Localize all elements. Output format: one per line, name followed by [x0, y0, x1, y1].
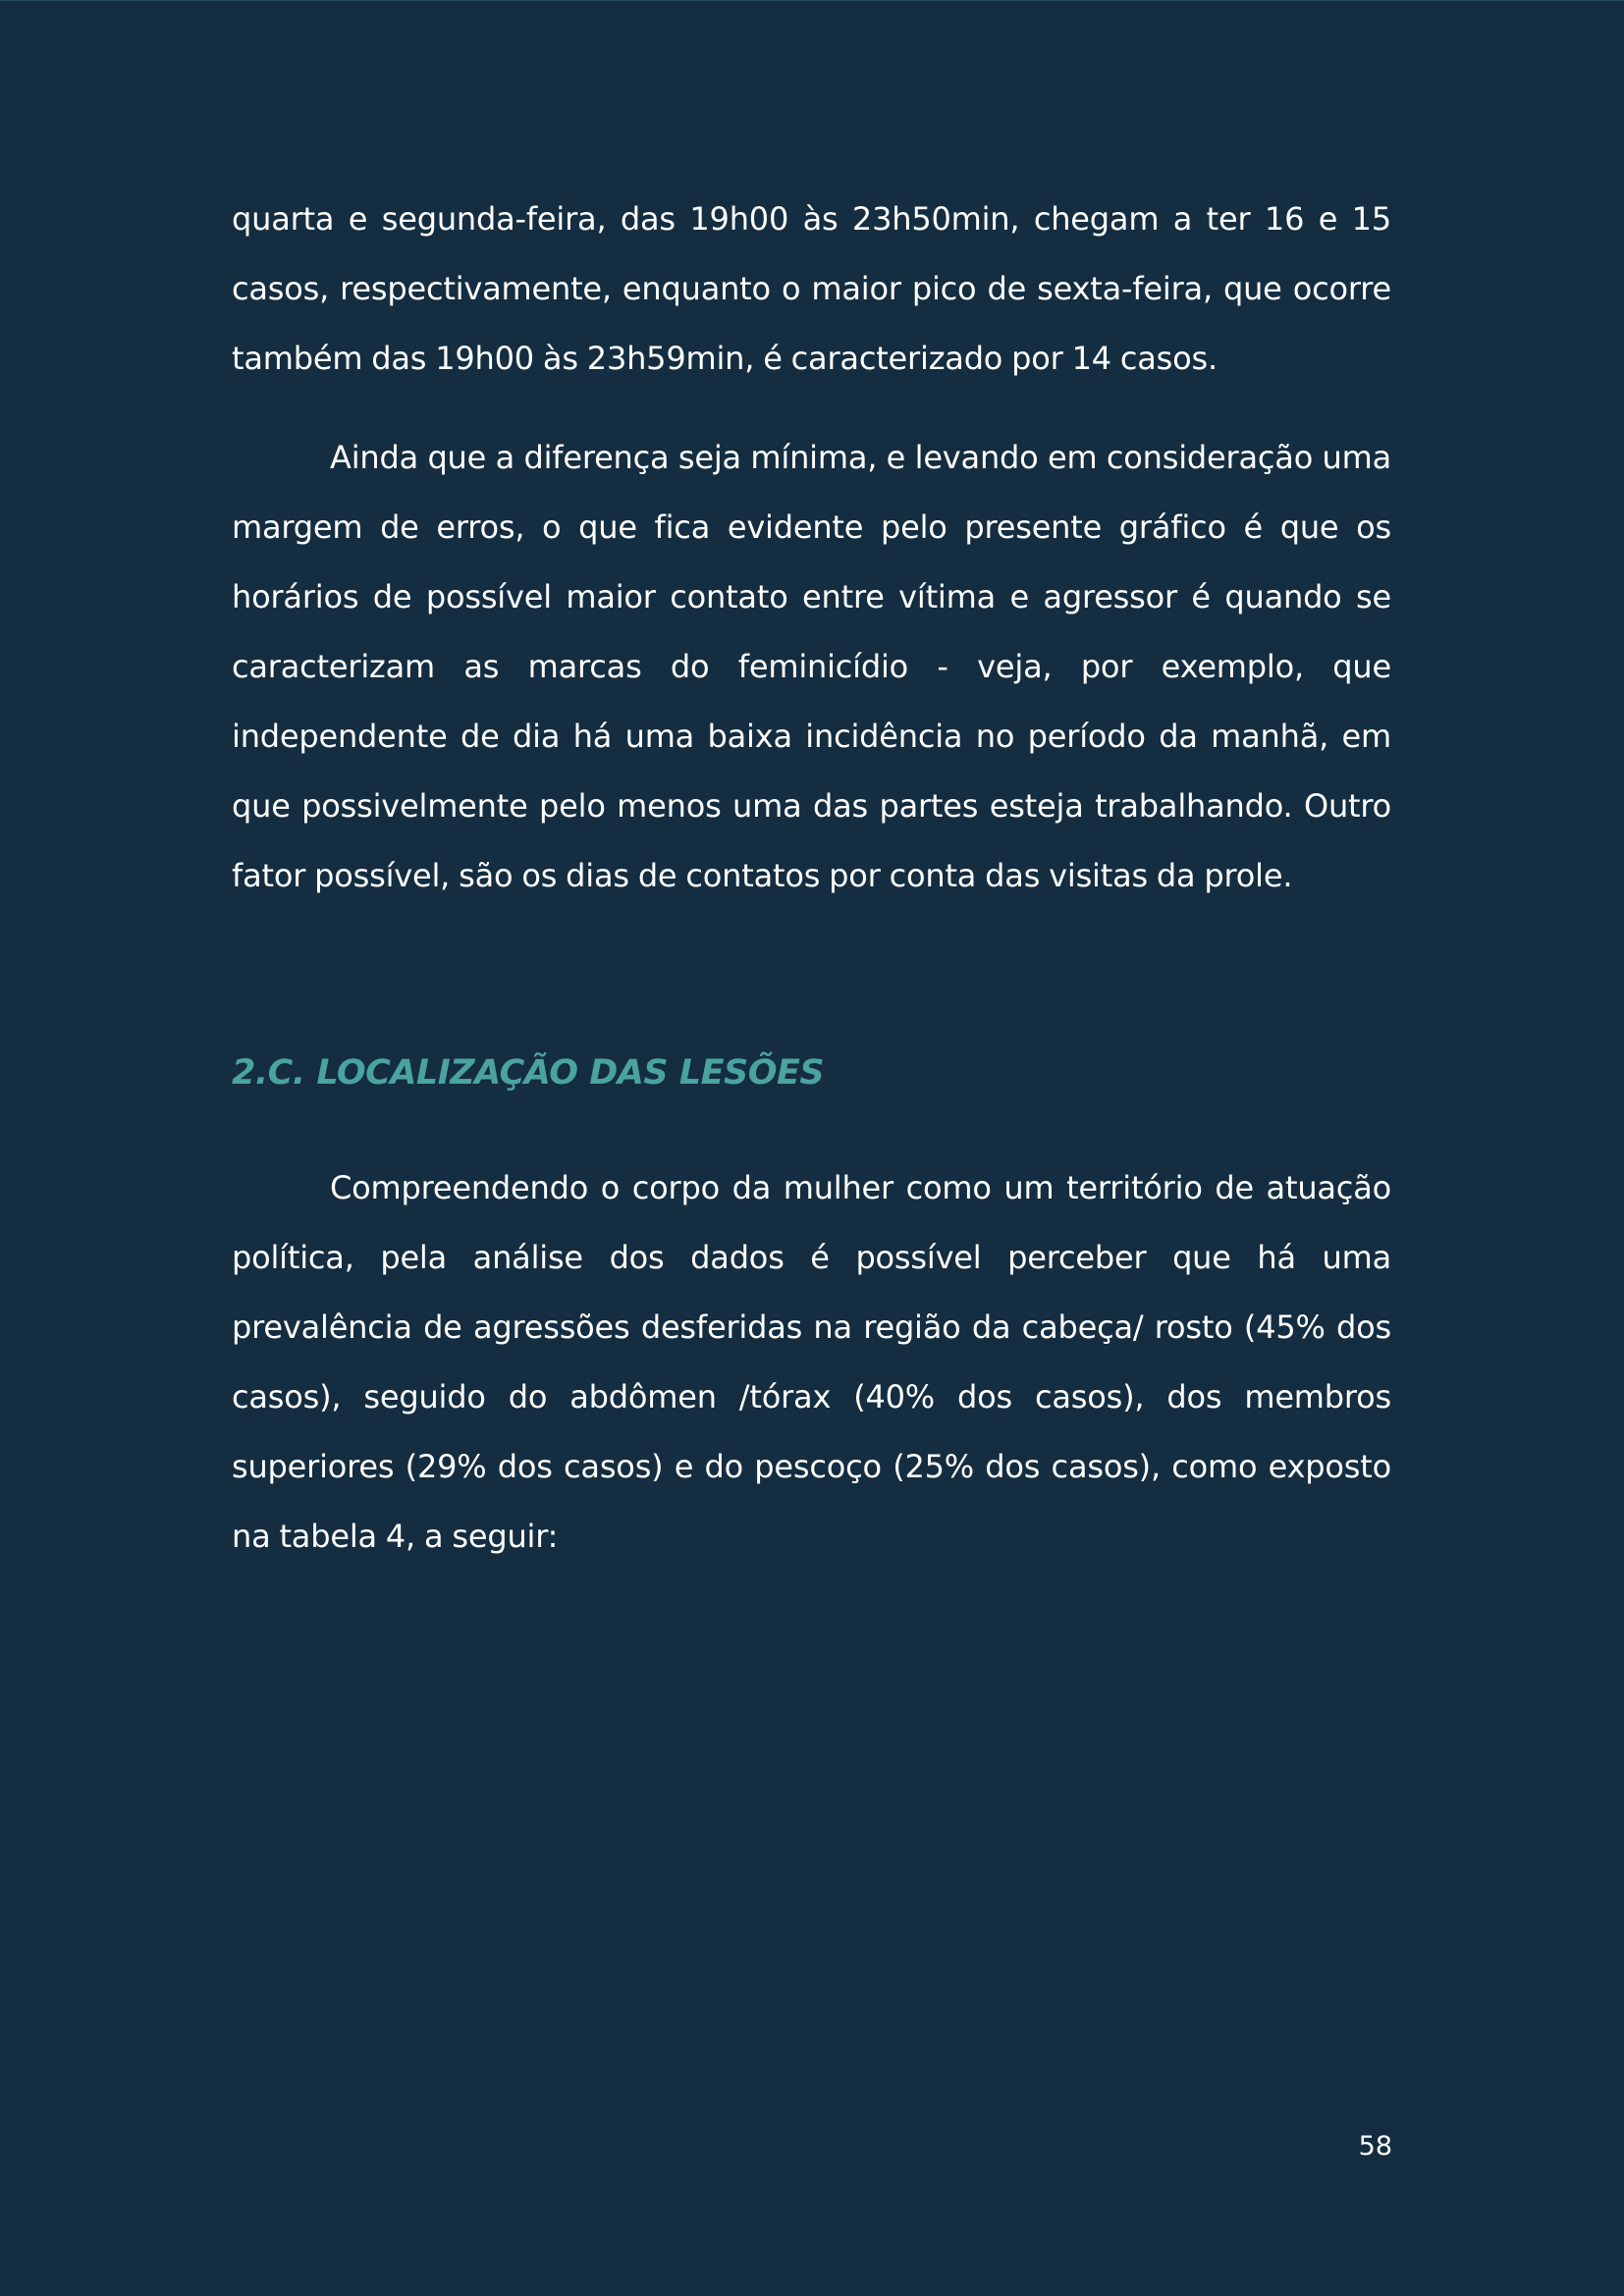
section-heading: 2.C. LOCALIZAÇÃO DAS LESÕES [232, 1053, 825, 1093]
page-number: 58 [1358, 2131, 1392, 2162]
paragraph-analysis: Ainda que a diferença seja mínima, e levando em consideração uma margem de erros, o que fica evidente pelo presente gráfico é que os horários de possível maior contato entre vítima e agressor é quando se caracterizam as marcas do feminicídio - veja, por exemplo, que independente de dia há uma baixa incidência no período da manhã, em que possivelmente pelo menos uma das partes esteja trabalhando. Outro fator possível, são os dias de contatos por conta das visitas da prole. [232, 439, 1391, 894]
paragraph-injury-location: Compreendendo o corpo da mulher como um território de atuação política, pela análise dos dados é possível perceber que há uma prevalência de agressões desferidas na região da cabeça/ rosto (45% dos casos), seguido do abdômen /tórax (40% dos casos), dos membros superiores (29% dos casos) e do pescoço (25% dos casos), como exposto na tabela 4, a seguir: [232, 1169, 1391, 1555]
paragraph-intro: quarta e segunda-feira, das 19h00 às 23h50min, chegam a ter 16 e 15 casos, respectivamente, enquanto o maior pico de sexta-feira, que ocorre também das 19h00 às 23h59min, é caracterizado por 14 casos. [232, 200, 1391, 377]
